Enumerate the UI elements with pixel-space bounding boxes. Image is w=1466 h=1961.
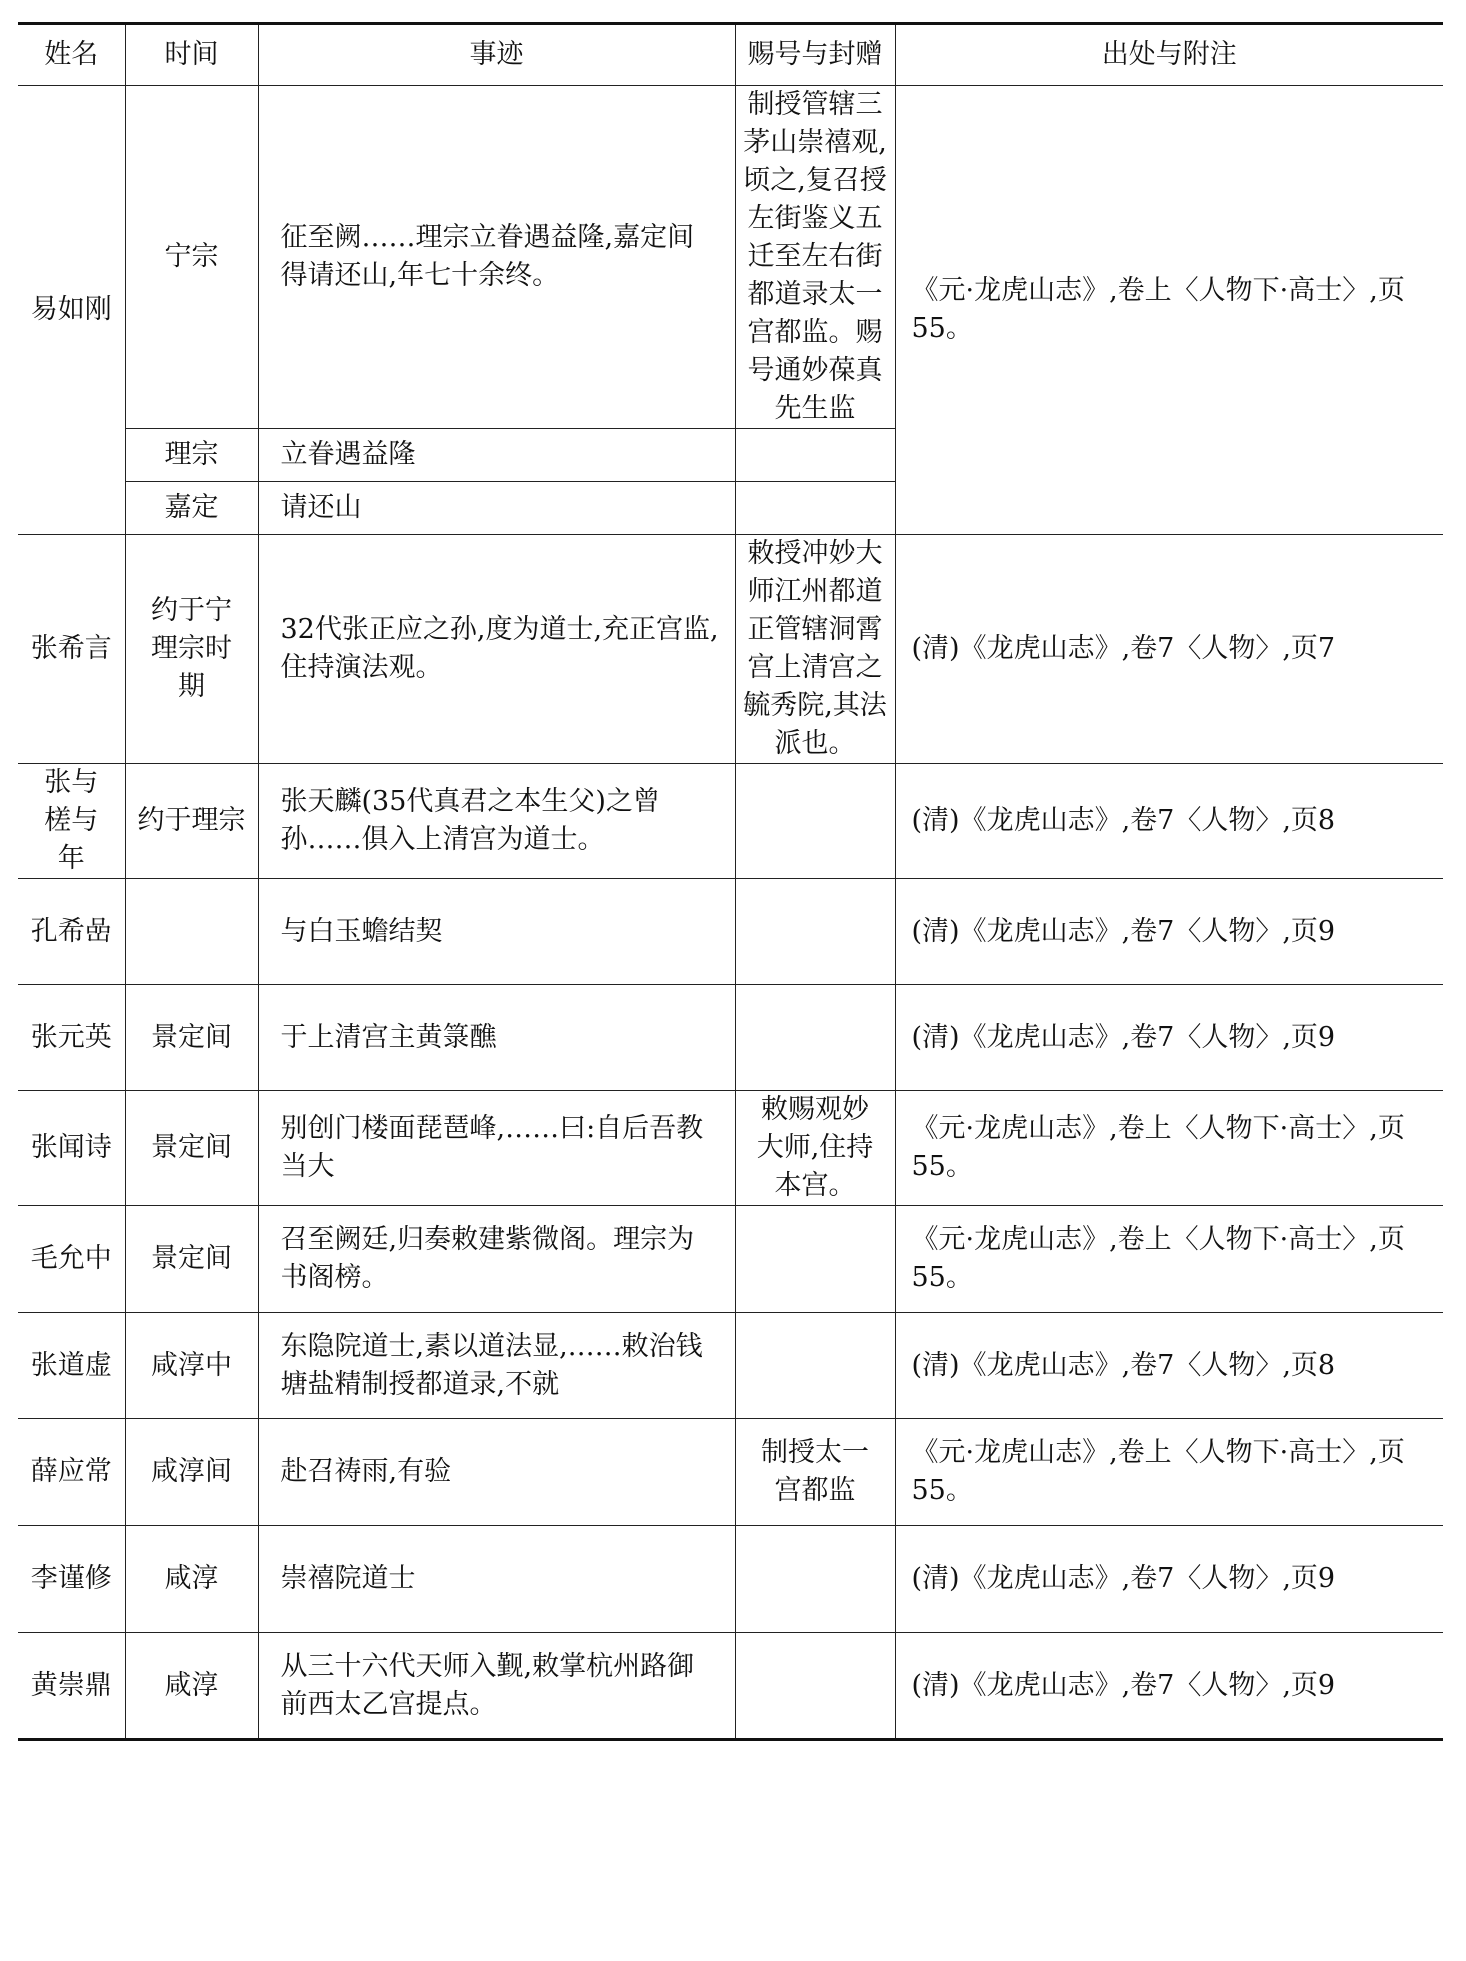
- cell-title: 敕赐观妙大师,住持本宫。: [735, 1091, 895, 1206]
- header-name: 姓名: [18, 24, 125, 86]
- cell-name: 张道虚: [18, 1313, 125, 1419]
- cell-deeds: 32代张正应之孙,度为道士,充正宫监,住持演法观。: [258, 535, 735, 764]
- cell-time: [125, 879, 258, 985]
- cell-title: [735, 1633, 895, 1740]
- cell-time: 咸淳中: [125, 1313, 258, 1419]
- cell-name: 张与槎与年: [18, 764, 125, 879]
- cell-time: 约于宁理宗时期: [125, 535, 258, 764]
- cell-time: 约于理宗: [125, 764, 258, 879]
- table-row: [18, 1526, 1443, 1633]
- cell-time: 咸淳: [125, 1633, 258, 1740]
- cell-source: (清)《龙虎山志》,卷7〈人物〉,页9: [895, 1633, 1443, 1740]
- cell-source: (清)《龙虎山志》,卷7〈人物〉,页7: [895, 535, 1443, 764]
- cell-source: (清)《龙虎山志》,卷7〈人物〉,页8: [895, 1313, 1443, 1419]
- cell-title: 敕授冲妙大师江州都道正管辖洞霄宫上清宫之毓秀院,其法派也。: [735, 535, 895, 764]
- cell-time: 理宗: [125, 429, 258, 482]
- cell-name: 黄崇鼎: [18, 1633, 125, 1740]
- header-time: 时间: [125, 24, 258, 86]
- table-row: [18, 1419, 1443, 1526]
- cell-title: [735, 482, 895, 535]
- cell-name: 李谨修: [18, 1526, 125, 1633]
- cell-name: 薛应常: [18, 1419, 125, 1526]
- cell-deeds: 从三十六代天师入觐,敕掌杭州路御前西太乙宫提点。: [258, 1633, 735, 1740]
- cell-source: 《元·龙虎山志》,卷上〈人物下·高士〉,页55。: [895, 1206, 1443, 1313]
- cell-title: [735, 879, 895, 985]
- cell-name: 张希言: [18, 535, 125, 764]
- table-row: [18, 535, 1443, 764]
- cell-source: 《元·龙虎山志》,卷上〈人物下·高士〉,页55。: [895, 86, 1443, 535]
- header-row: [18, 24, 1443, 86]
- header-deeds: 事迹: [258, 24, 735, 86]
- cell-title: [735, 429, 895, 482]
- table-row: [18, 1633, 1443, 1740]
- cell-source: 《元·龙虎山志》,卷上〈人物下·高士〉,页55。: [895, 1419, 1443, 1526]
- cell-time: 咸淳间: [125, 1419, 258, 1526]
- cell-name: 孔希嵒: [18, 879, 125, 985]
- cell-time: 宁宗: [125, 86, 258, 429]
- cell-deeds: 与白玉蟾结契: [258, 879, 735, 985]
- cell-time: 咸淳: [125, 1526, 258, 1633]
- cell-time: 景定间: [125, 1206, 258, 1313]
- table-row: [18, 1313, 1443, 1419]
- cell-name: 易如刚: [18, 86, 125, 535]
- cell-title: [735, 764, 895, 879]
- cell-source: (清)《龙虎山志》,卷7〈人物〉,页9: [895, 1526, 1443, 1633]
- cell-source: 《元·龙虎山志》,卷上〈人物下·高士〉,页55。: [895, 1091, 1443, 1206]
- header-title: 赐号与封赠: [735, 24, 895, 86]
- cell-title: 制授太一宫都监: [735, 1419, 895, 1526]
- cell-deeds: 别创门楼面琵琶峰,……曰:自后吾教当大: [258, 1091, 735, 1206]
- cell-deeds: 崇禧院道士: [258, 1526, 735, 1633]
- cell-source: (清)《龙虎山志》,卷7〈人物〉,页9: [895, 879, 1443, 985]
- cell-name: 张元英: [18, 985, 125, 1091]
- table-row: [18, 764, 1443, 879]
- cell-deeds: 赴召祷雨,有验: [258, 1419, 735, 1526]
- cell-time: 景定间: [125, 1091, 258, 1206]
- cell-deeds: 请还山: [258, 482, 735, 535]
- table-row: [18, 1206, 1443, 1313]
- cell-deeds: 立眷遇益隆: [258, 429, 735, 482]
- table-row: [18, 879, 1443, 985]
- table-row: [18, 985, 1443, 1091]
- cell-name: 张闻诗: [18, 1091, 125, 1206]
- cell-deeds: 于上清宫主黄箓醮: [258, 985, 735, 1091]
- header-source: 出处与附注: [895, 24, 1443, 86]
- cell-time: 嘉定: [125, 482, 258, 535]
- cell-title: [735, 1206, 895, 1313]
- records-table: [18, 22, 1443, 1741]
- cell-deeds: 召至阙廷,归奏敕建紫微阁。理宗为书阁榜。: [258, 1206, 735, 1313]
- cell-deeds: 征至阙……理宗立眷遇益隆,嘉定间得请还山,年七十余终。: [258, 86, 735, 429]
- cell-name: 毛允中: [18, 1206, 125, 1313]
- cell-deeds: 东隐院道士,素以道法显,……敕治钱塘盐精制授都道录,不就: [258, 1313, 735, 1419]
- cell-deeds: 张天麟(35代真君之本生父)之曾孙……俱入上清宫为道士。: [258, 764, 735, 879]
- cell-title: 制授管辖三茅山崇禧观,顷之,复召授左街鉴义五迁至左右街都道录太一宫都监。赐号通妙葆真先生监: [735, 86, 895, 429]
- table-row: [18, 1091, 1443, 1206]
- cell-time: 景定间: [125, 985, 258, 1091]
- cell-title: [735, 1313, 895, 1419]
- cell-title: [735, 985, 895, 1091]
- cell-title: [735, 1526, 895, 1633]
- cell-source: (清)《龙虎山志》,卷7〈人物〉,页8: [895, 764, 1443, 879]
- cell-source: (清)《龙虎山志》,卷7〈人物〉,页9: [895, 985, 1443, 1091]
- table-row: [18, 86, 1443, 429]
